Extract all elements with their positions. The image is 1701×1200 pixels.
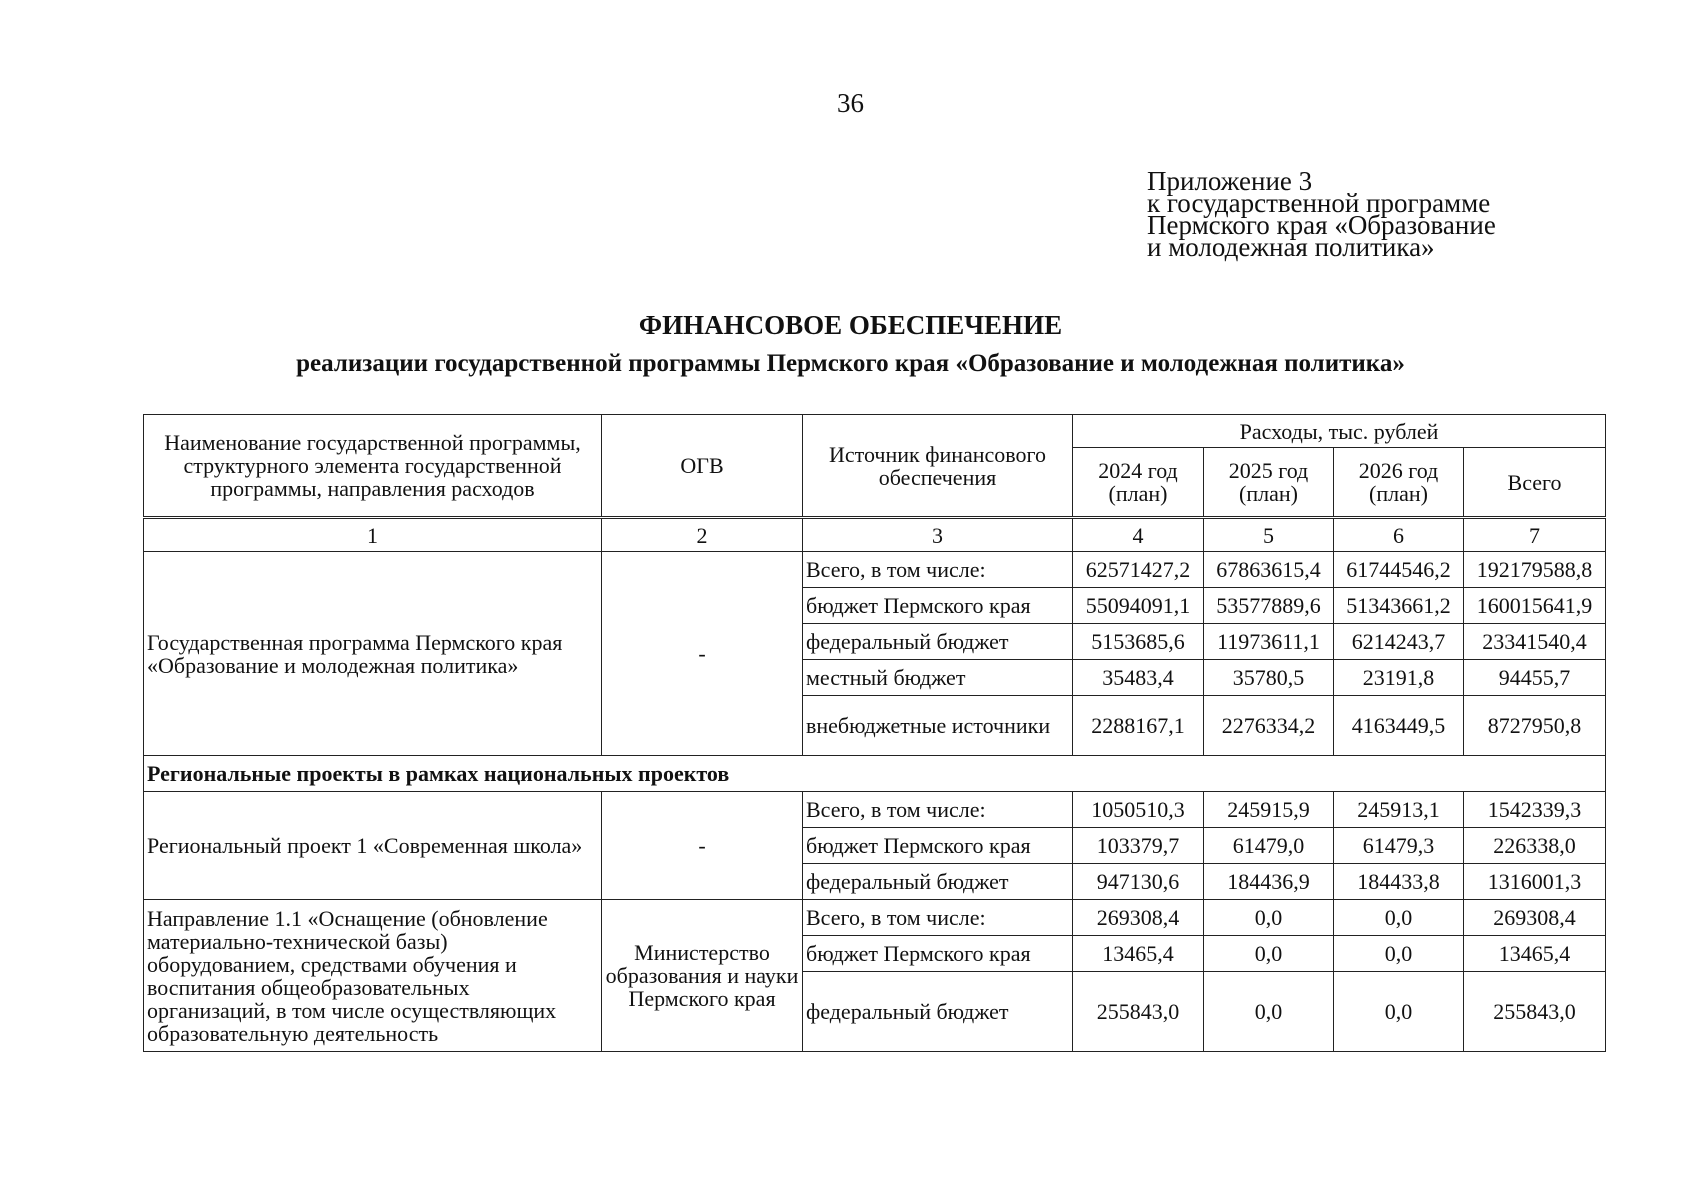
value-2024: 103379,7: [1073, 828, 1204, 864]
value-2026: 23191,8: [1334, 660, 1464, 696]
value-total: 1316001,3: [1464, 864, 1606, 900]
direction-ogv: Министерство образования и науки Пермского края: [602, 900, 803, 1052]
financing-table: [143, 414, 1606, 1052]
value-total: 160015641,9: [1464, 588, 1606, 624]
column-index: 1: [144, 518, 602, 552]
source-cell: местный бюджет: [803, 660, 1073, 696]
project-ogv: -: [602, 792, 803, 900]
value-2025: 184436,9: [1204, 864, 1334, 900]
value-2024: 255843,0: [1073, 972, 1204, 1052]
header-2025: 2025 год (план): [1204, 448, 1334, 518]
header-name: Наименование государственной программы, структурного элемента государственной программы, направления расходов: [144, 415, 602, 518]
value-2025: 0,0: [1204, 900, 1334, 936]
value-2025: 35780,5: [1204, 660, 1334, 696]
value-total: 94455,7: [1464, 660, 1606, 696]
column-index: 7: [1464, 518, 1606, 552]
column-index-row: [144, 518, 1606, 552]
value-total: 13465,4: [1464, 936, 1606, 972]
header-total: Всего: [1464, 448, 1606, 518]
header-2024: 2024 год (план): [1073, 448, 1204, 518]
value-total: 23341540,4: [1464, 624, 1606, 660]
source-cell: бюджет Пермского края: [803, 936, 1073, 972]
value-2025: 0,0: [1204, 936, 1334, 972]
column-index: 2: [602, 518, 803, 552]
column-index: 4: [1073, 518, 1204, 552]
value-2026: 61744546,2: [1334, 552, 1464, 588]
source-cell: бюджет Пермского края: [803, 828, 1073, 864]
header-source: Источник финансового обеспечения: [803, 415, 1073, 518]
source-cell: федеральный бюджет: [803, 864, 1073, 900]
value-2025: 53577889,6: [1204, 588, 1334, 624]
source-cell: Всего, в том числе:: [803, 552, 1073, 588]
appendix-line: и молодежная политика»: [1147, 232, 1435, 262]
value-2024: 62571427,2: [1073, 552, 1204, 588]
header-row: [144, 415, 1606, 448]
table-row: [144, 900, 1606, 936]
value-2026: 0,0: [1334, 900, 1464, 936]
value-2026: 184433,8: [1334, 864, 1464, 900]
value-2026: 0,0: [1334, 936, 1464, 972]
value-total: 269308,4: [1464, 900, 1606, 936]
value-2026: 245913,1: [1334, 792, 1464, 828]
table-row: [144, 792, 1606, 828]
value-2024: 2288167,1: [1073, 696, 1204, 756]
value-2026: 0,0: [1334, 972, 1464, 1052]
header-ogv: ОГВ: [602, 415, 803, 518]
column-index: 3: [803, 518, 1073, 552]
value-2026: 4163449,5: [1334, 696, 1464, 756]
table-row: [144, 552, 1606, 588]
source-cell: Всего, в том числе:: [803, 900, 1073, 936]
value-2024: 13465,4: [1073, 936, 1204, 972]
value-2024: 269308,4: [1073, 900, 1204, 936]
project-name: Региональный проект 1 «Современная школа»: [144, 792, 602, 900]
section-row: [144, 756, 1606, 792]
appendix-line: к государственной программе: [1147, 188, 1491, 218]
value-2026: 61479,3: [1334, 828, 1464, 864]
appendix-line: Приложение 3: [1147, 166, 1313, 196]
value-2025: 245915,9: [1204, 792, 1334, 828]
program-ogv: -: [602, 552, 803, 756]
source-cell: внебюджетные источники: [803, 696, 1073, 756]
value-total: 226338,0: [1464, 828, 1606, 864]
value-2024: 5153685,6: [1073, 624, 1204, 660]
page-number: 36: [837, 88, 864, 118]
value-2026: 51343661,2: [1334, 588, 1464, 624]
value-2026: 6214243,7: [1334, 624, 1464, 660]
value-2024: 55094091,1: [1073, 588, 1204, 624]
program-name: Государственная программа Пермского края «Образование и молодежная политика»: [144, 552, 602, 756]
direction-name: Направление 1.1 «Оснащение (обновление материально-технической базы) оборудованием, средствами обучения и воспитания общеобразовательных организаций, в том числе осуществляющих образовательную деятельность: [144, 900, 602, 1052]
column-index: 6: [1334, 518, 1464, 552]
appendix-line: Пермского края «Образование: [1147, 210, 1496, 240]
source-cell: Всего, в том числе:: [803, 792, 1073, 828]
header-expenses: Расходы, тыс. рублей: [1073, 415, 1606, 448]
value-2025: 0,0: [1204, 972, 1334, 1052]
value-2025: 67863615,4: [1204, 552, 1334, 588]
document-subtitle: реализации государственной программы Пермского края «Образование и молодежная политика»: [296, 350, 1405, 377]
value-2025: 2276334,2: [1204, 696, 1334, 756]
value-total: 192179588,8: [1464, 552, 1606, 588]
section-title: Региональные проекты в рамках национальных проектов: [144, 756, 1606, 792]
source-cell: бюджет Пермского края: [803, 588, 1073, 624]
value-2024: 947130,6: [1073, 864, 1204, 900]
column-index: 5: [1204, 518, 1334, 552]
value-2024: 35483,4: [1073, 660, 1204, 696]
header-2026: 2026 год (план): [1334, 448, 1464, 518]
value-2025: 61479,0: [1204, 828, 1334, 864]
document-title: ФИНАНСОВОЕ ОБЕСПЕЧЕНИЕ: [638, 310, 1063, 340]
value-2024: 1050510,3: [1073, 792, 1204, 828]
appendix-note: [1147, 166, 1496, 262]
value-total: 255843,0: [1464, 972, 1606, 1052]
value-total: 1542339,3: [1464, 792, 1606, 828]
source-cell: федеральный бюджет: [803, 972, 1073, 1052]
value-2025: 11973611,1: [1204, 624, 1334, 660]
source-cell: федеральный бюджет: [803, 624, 1073, 660]
value-total: 8727950,8: [1464, 696, 1606, 756]
